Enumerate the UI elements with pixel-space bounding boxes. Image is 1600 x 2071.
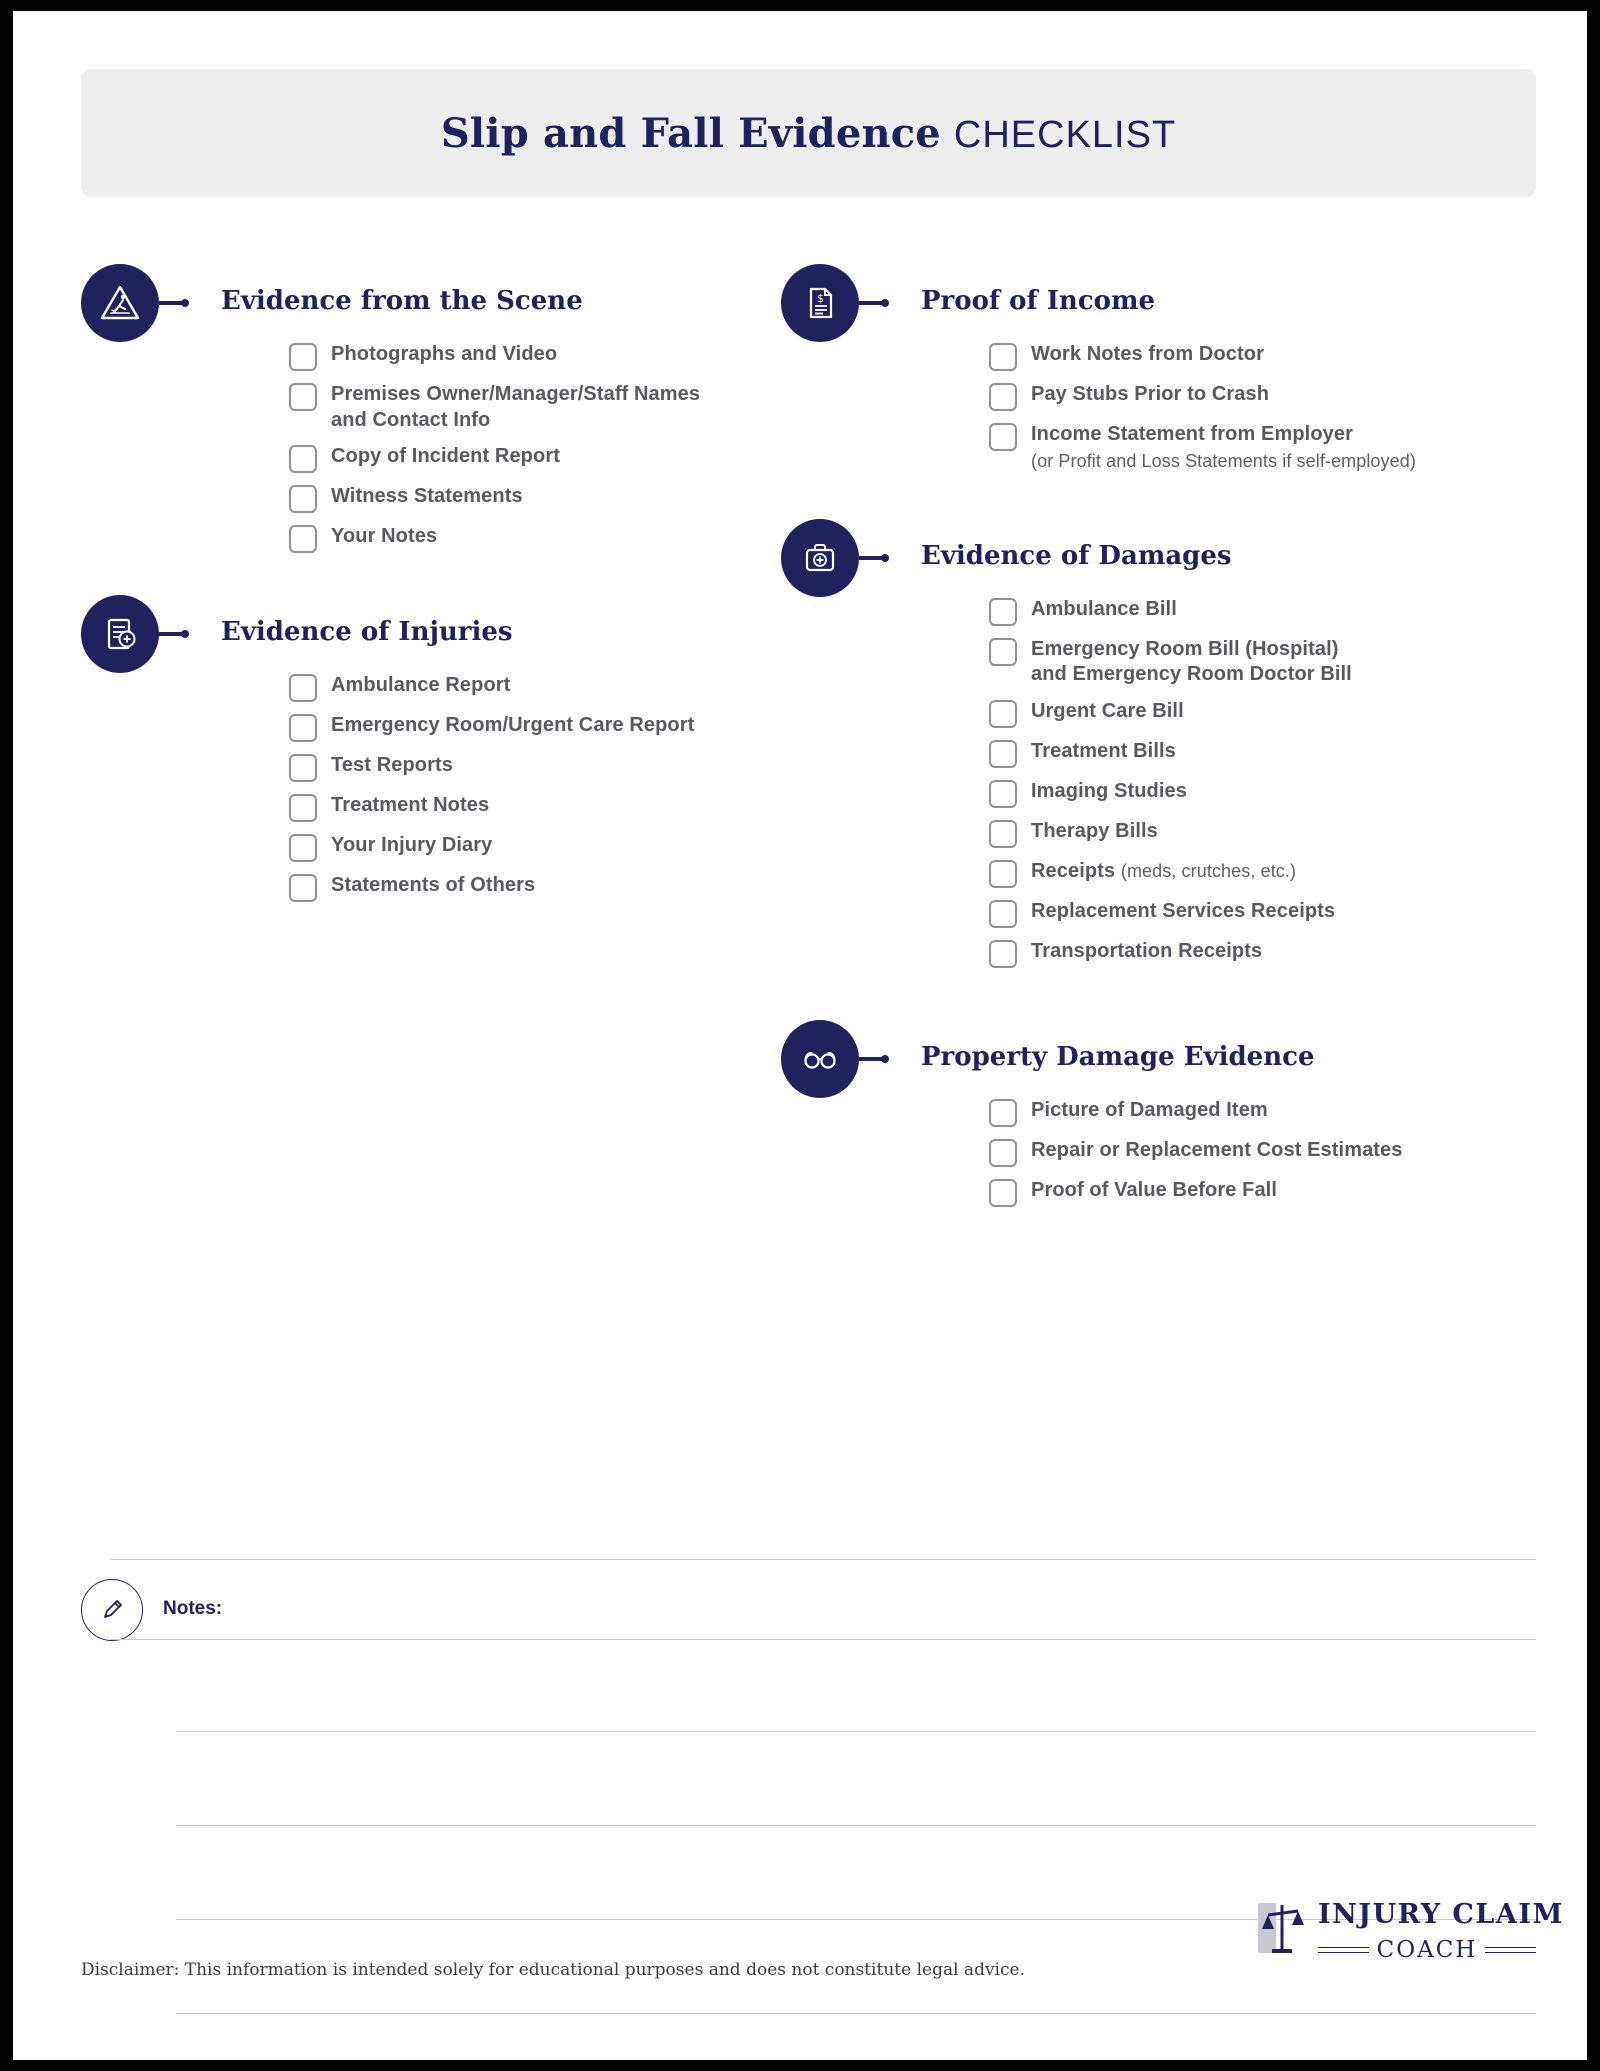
list-item-label: Therapy Bills — [1031, 819, 1158, 842]
notes-line[interactable] — [176, 2013, 1536, 2014]
list-item-label: Your Notes — [331, 525, 438, 548]
checkbox[interactable] — [289, 383, 317, 411]
brand-logo — [1256, 1891, 1564, 1977]
list-item[interactable] — [289, 524, 781, 553]
left-column — [81, 264, 781, 913]
medical-record-icon — [81, 595, 159, 673]
page-title-banner — [81, 69, 1536, 197]
checklist-items — [989, 597, 1481, 968]
list-item-label-line1: Premises Owner/Manager/Staff Names — [331, 383, 701, 405]
checkbox[interactable] — [289, 674, 317, 702]
list-item-label: Statements of Others — [331, 874, 536, 897]
section-title: Proof of Income — [921, 286, 1156, 316]
list-item-label: Your Injury Diary — [331, 834, 493, 857]
list-item-label: Replacement Services Receipts — [1031, 899, 1336, 922]
list-item-label: Repair or Replacement Cost Estimates — [1031, 1138, 1403, 1161]
checkbox[interactable] — [989, 1099, 1017, 1127]
invoice-dollar-icon — [781, 264, 859, 342]
list-item[interactable] — [289, 342, 781, 371]
section-proof-of-income — [781, 264, 1481, 473]
list-item-label: Photographs and Video — [331, 343, 558, 365]
list-item-note: (or Profit and Loss Statements if self-employed) — [1031, 450, 1416, 471]
section-evidence-from-the-scene — [81, 264, 781, 553]
list-item-label: Witness Statements — [331, 485, 523, 508]
list-item-label: Copy of Incident Report — [331, 445, 560, 468]
svg-text:$: $ — [817, 292, 824, 305]
list-item-label: Treatment Bills — [1031, 739, 1176, 762]
section-evidence-of-damages — [781, 519, 1481, 968]
medical-bag-icon — [781, 519, 859, 597]
checkbox[interactable] — [289, 794, 317, 822]
list-item[interactable] — [989, 899, 1481, 928]
checkbox[interactable] — [289, 485, 317, 513]
checklist-items — [289, 673, 781, 902]
list-item-label: Imaging Studies — [1031, 779, 1187, 802]
checkbox[interactable] — [989, 638, 1017, 666]
list-item-label: Ambulance Bill — [1031, 597, 1177, 620]
list-item-label: Treatment Notes — [331, 794, 490, 817]
page-title-light: CHECKLIST — [953, 113, 1177, 156]
eyeglasses-icon — [781, 1020, 859, 1098]
checkbox[interactable] — [289, 874, 317, 902]
checkbox[interactable] — [989, 383, 1017, 411]
logo-rule-right — [1485, 1947, 1536, 1953]
checklist-items — [989, 342, 1481, 473]
checkbox[interactable] — [989, 1139, 1017, 1167]
section-title: Evidence from the Scene — [221, 286, 583, 316]
list-item-label: Test Reports — [331, 754, 453, 777]
checkbox[interactable] — [289, 525, 317, 553]
connector-line — [859, 556, 883, 560]
list-item-label — [331, 382, 700, 433]
list-item[interactable] — [989, 779, 1481, 808]
checkbox[interactable] — [989, 343, 1017, 371]
list-item[interactable] — [989, 939, 1481, 968]
right-column — [781, 264, 1481, 1218]
list-item[interactable] — [989, 637, 1481, 688]
list-item[interactable] — [289, 673, 781, 702]
list-item[interactable] — [989, 342, 1481, 371]
list-item[interactable] — [989, 1178, 1481, 1207]
list-item[interactable] — [289, 873, 781, 902]
section-evidence-of-injuries — [81, 595, 781, 902]
section-title: Evidence of Damages — [921, 540, 1232, 571]
checkbox[interactable] — [289, 714, 317, 742]
slip-hazard-icon — [81, 264, 159, 342]
checklist-items — [289, 342, 781, 553]
list-item-label-main: Income Statement from Employer — [1031, 423, 1353, 445]
disclaimer-text: Disclaimer: This information is intended solely for educational purposes and does not constitute legal advice. — [81, 1960, 1025, 1980]
list-item-label — [1031, 859, 1296, 885]
list-item[interactable] — [989, 699, 1481, 728]
checkbox[interactable] — [289, 834, 317, 862]
list-item-label-line2: and Contact Info — [331, 408, 491, 431]
list-item-label — [1031, 422, 1416, 473]
list-item[interactable] — [289, 444, 781, 473]
checkbox[interactable] — [989, 740, 1017, 768]
list-item[interactable] — [989, 859, 1481, 888]
connector-line — [159, 301, 183, 305]
logo-sub-word: COACH — [1376, 1937, 1478, 1963]
list-item[interactable] — [989, 739, 1481, 768]
list-item-label: Work Notes from Doctor — [1031, 343, 1264, 365]
checklist-page — [13, 11, 1587, 2060]
list-item[interactable] — [989, 1098, 1481, 1127]
checkbox[interactable] — [289, 445, 317, 473]
checkbox[interactable] — [989, 860, 1017, 888]
list-item-label — [1031, 637, 1352, 688]
logo-sub-text — [1318, 1937, 1536, 1963]
notes-label: Notes: — [163, 1598, 223, 1619]
list-item-label: Picture of Damaged Item — [1031, 1098, 1268, 1121]
list-item[interactable] — [289, 484, 781, 513]
checkbox[interactable] — [289, 754, 317, 782]
checkbox[interactable] — [289, 343, 317, 371]
list-item[interactable] — [989, 422, 1481, 473]
list-item-label: Pay Stubs Prior to Crash — [1031, 383, 1270, 405]
list-item-label: Ambulance Report — [331, 674, 511, 697]
divider — [111, 1559, 1536, 1560]
page-title-bold: Slip and Fall Evidence — [440, 109, 941, 157]
page-title — [441, 110, 1176, 157]
list-item[interactable] — [989, 819, 1481, 848]
list-item[interactable] — [289, 753, 781, 782]
section-title: Evidence of Injuries — [221, 617, 513, 648]
checkbox[interactable] — [989, 598, 1017, 626]
connector-line — [159, 632, 183, 636]
list-item[interactable] — [289, 382, 781, 433]
checkbox[interactable] — [989, 780, 1017, 808]
list-item-label: Emergency Room/Urgent Care Report — [331, 714, 695, 737]
connector-line — [859, 1057, 883, 1061]
scales-of-justice-icon — [1256, 1899, 1310, 1957]
list-item[interactable] — [289, 713, 781, 742]
list-item-inline-note: (meds, crutches, etc.) — [1120, 860, 1297, 881]
list-item[interactable] — [289, 793, 781, 822]
checklist-items — [989, 1098, 1481, 1207]
checkbox[interactable] — [989, 700, 1017, 728]
notes-line[interactable] — [176, 1825, 1536, 1826]
list-item-label: Proof of Value Before Fall — [1031, 1178, 1277, 1201]
notes-line[interactable] — [176, 1731, 1536, 1732]
checkbox[interactable] — [989, 1179, 1017, 1207]
section-property-damage-evidence — [781, 1020, 1481, 1207]
pencil-icon — [81, 1579, 143, 1641]
logo-rule-left — [1318, 1947, 1369, 1953]
checkbox[interactable] — [989, 820, 1017, 848]
list-item-label-line2: and Emergency Room Doctor Bill — [1031, 663, 1352, 686]
list-item-label-main: Receipts — [1031, 859, 1116, 882]
notes-line[interactable] — [111, 1639, 1536, 1640]
checkbox[interactable] — [989, 900, 1017, 928]
connector-line — [859, 301, 883, 305]
section-title: Property Damage Evidence — [921, 1041, 1315, 1072]
checkbox[interactable] — [989, 423, 1017, 451]
checkbox[interactable] — [989, 940, 1017, 968]
list-item-label-line1: Emergency Room Bill (Hospital) — [1031, 637, 1339, 660]
list-item-label: Transportation Receipts — [1031, 939, 1263, 962]
logo-main-text: INJURY CLAIM — [1318, 1899, 1564, 1930]
list-item[interactable] — [989, 1138, 1481, 1167]
list-item[interactable] — [289, 833, 781, 862]
list-item[interactable] — [989, 382, 1481, 411]
list-item-label: Urgent Care Bill — [1031, 699, 1184, 722]
list-item[interactable] — [989, 597, 1481, 626]
